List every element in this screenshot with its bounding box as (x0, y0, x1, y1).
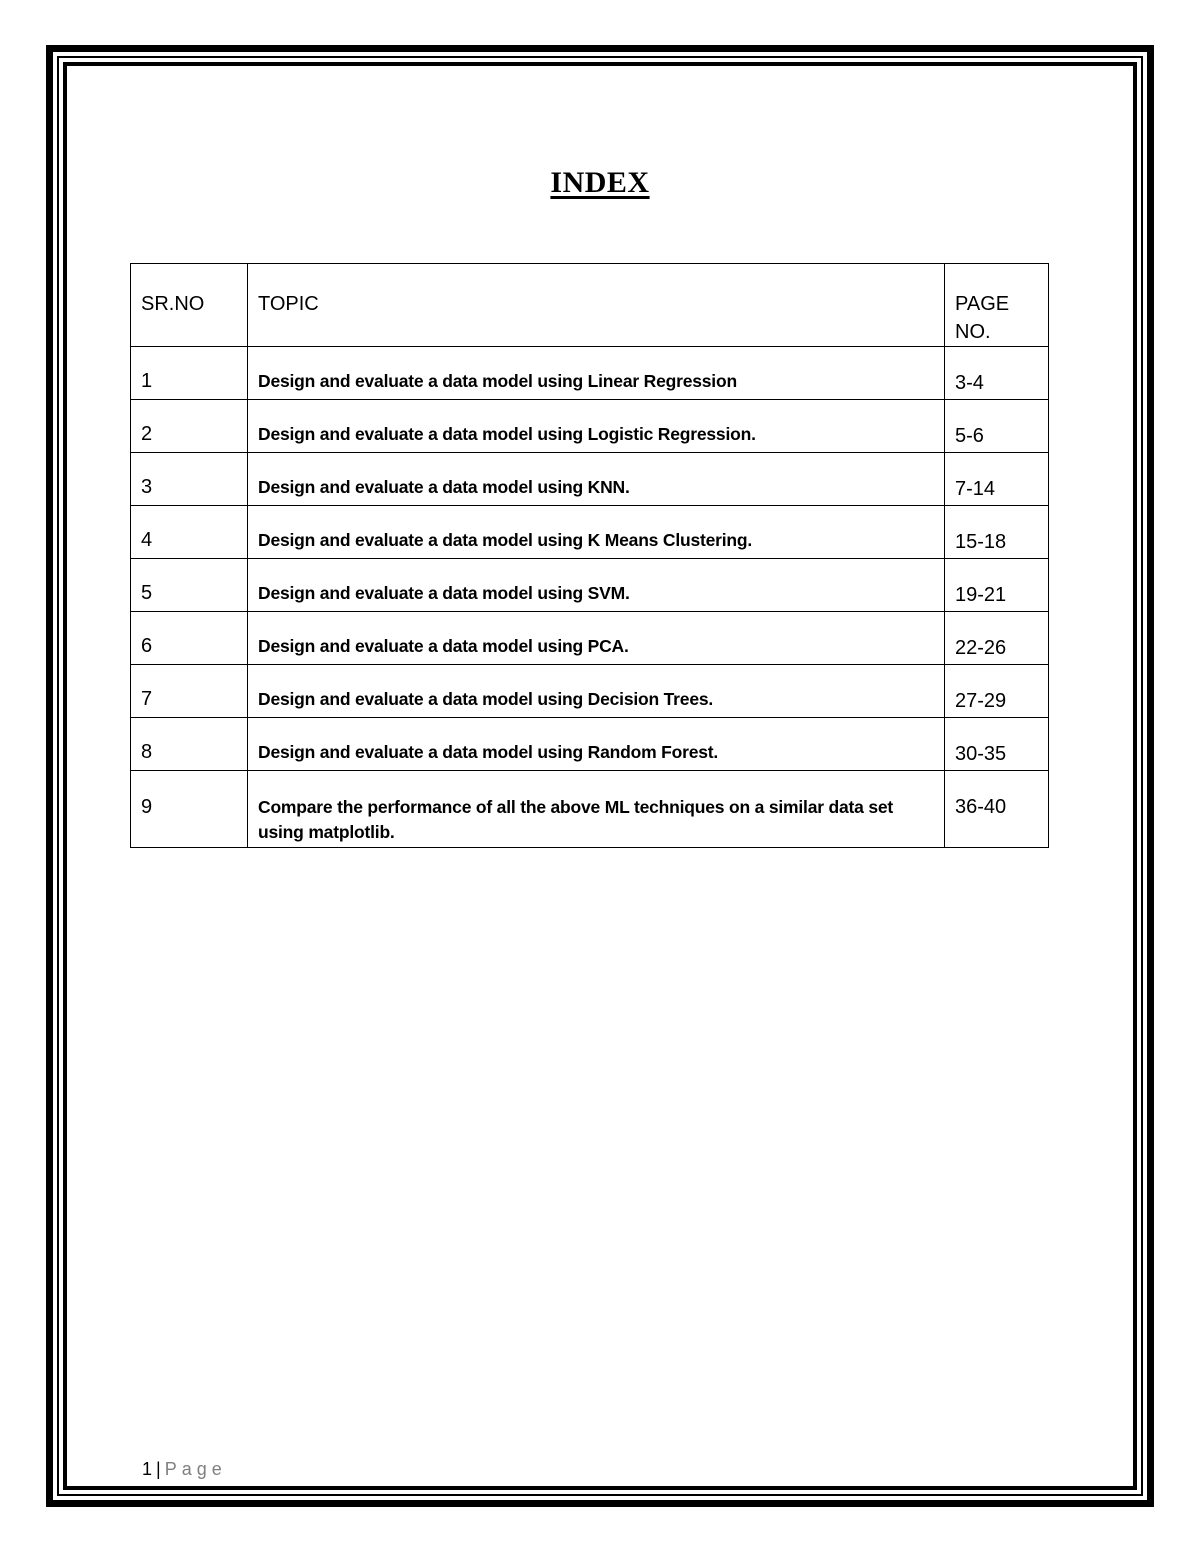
row-sr-no: 4 (131, 506, 248, 559)
page-footer (142, 1459, 227, 1480)
row-sr-no: 8 (131, 718, 248, 771)
table-row (131, 718, 1049, 771)
row-topic: Design and evaluate a data model using Decision Trees. (248, 665, 945, 718)
table-row (131, 612, 1049, 665)
row-pages: 27-29 (945, 665, 1049, 718)
header-topic: TOPIC (248, 264, 945, 347)
row-topic: Design and evaluate a data model using Logistic Regression. (248, 400, 945, 453)
footer-page-number: 1 (142, 1459, 153, 1479)
row-pages: 36-40 (945, 771, 1049, 848)
row-sr-no: 2 (131, 400, 248, 453)
row-topic: Design and evaluate a data model using K Means Clustering. (248, 506, 945, 559)
table-row (131, 453, 1049, 506)
footer-page-label: Page (164, 1459, 227, 1479)
table-row (131, 347, 1049, 400)
row-pages: 3-4 (945, 347, 1049, 400)
row-pages: 30-35 (945, 718, 1049, 771)
table-header-row (131, 264, 1049, 347)
footer-separator: | (156, 1459, 161, 1479)
row-topic: Compare the performance of all the above ML techniques on a similar data set using matplotlib. (248, 771, 945, 848)
row-topic: Design and evaluate a data model using Random Forest. (248, 718, 945, 771)
table-row (131, 665, 1049, 718)
table-row (131, 506, 1049, 559)
row-pages: 5-6 (945, 400, 1049, 453)
index-title: INDEX (550, 166, 650, 199)
row-topic: Design and evaluate a data model using SVM. (248, 559, 945, 612)
row-sr-no: 5 (131, 559, 248, 612)
row-sr-no: 1 (131, 347, 248, 400)
row-pages: 7-14 (945, 453, 1049, 506)
row-topic: Design and evaluate a data model using KNN. (248, 453, 945, 506)
table-row (131, 400, 1049, 453)
header-sr-no: SR.NO (131, 264, 248, 347)
row-sr-no: 7 (131, 665, 248, 718)
table-row (131, 559, 1049, 612)
row-topic: Design and evaluate a data model using PCA. (248, 612, 945, 665)
index-table (130, 263, 1049, 848)
row-sr-no: 6 (131, 612, 248, 665)
row-topic: Design and evaluate a data model using Linear Regression (248, 347, 945, 400)
row-pages: 22-26 (945, 612, 1049, 665)
row-sr-no: 9 (131, 771, 248, 848)
header-page-no: PAGE NO. (945, 264, 1049, 347)
row-pages: 19-21 (945, 559, 1049, 612)
row-sr-no: 3 (131, 453, 248, 506)
row-pages: 15-18 (945, 506, 1049, 559)
table-row (131, 771, 1049, 848)
